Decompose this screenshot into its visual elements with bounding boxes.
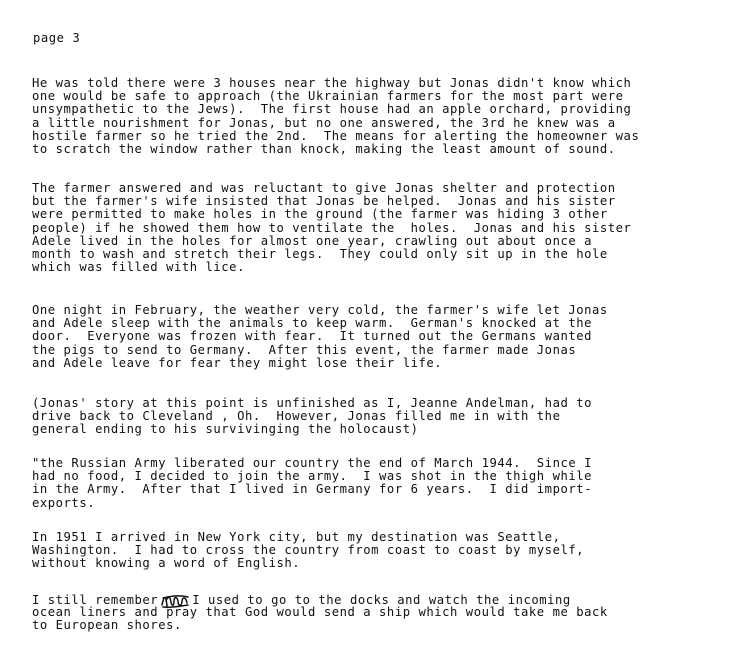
text-line: door. Everyone was frozen with fear. It turned out the Germans wanted [32, 329, 593, 344]
paragraph-1 [32, 77, 732, 156]
text-line: The farmer answered and was reluctant to give Jonas shelter and protection [32, 181, 616, 195]
paragraph-2 [32, 182, 732, 274]
text-line: In 1951 I arrived in New York city, but my destination was Seattle, [32, 530, 561, 544]
text-line: (Jonas' story at this point is unfinished as I, Jeanne Andelman, had to [32, 396, 593, 410]
text-line: Adele lived in the holes for almost one year, crawling out about once a [32, 233, 593, 248]
text-line: hostile farmer so he tried the 2nd. The means for alerting the homeowner was [32, 128, 640, 143]
handwritten-scribble-mark [160, 593, 190, 606]
text-line: which was filled with lice. [32, 260, 245, 275]
text-line: to European shores. [32, 618, 182, 633]
text-line: without knowing a word of English. [32, 556, 301, 571]
text-line: He was told there were 3 houses near the highway but Jonas didn't know which [32, 76, 632, 90]
text-line: drive back to Cleveland , Oh. However, Jonas filled me in with the [32, 409, 561, 424]
text-line: unsympathetic to the Jews). The first house had an apple orchard, providing [32, 102, 632, 117]
text-line: a little nourishment for Jonas, but no one answered, the 3rd he knew was a [32, 115, 616, 130]
text-line: "the Russian Army liberated our country the end of March 1944. Since I [32, 456, 593, 470]
paragraph-6 [32, 531, 732, 571]
text-fragment: I still remember [32, 593, 159, 607]
text-line: and Adele leave for fear they might lose their life. [32, 355, 443, 370]
text-line: One night in February, the weather very cold, the farmer's wife let Jonas [32, 303, 608, 317]
page-number: page 3 [33, 31, 81, 45]
text-line: were permitted to make holes in the ground (the farmer was hiding 3 other [32, 207, 608, 222]
paragraph-5 [32, 457, 732, 510]
text-line: the pigs to send to Germany. After this event, the farmer made Jonas [32, 342, 577, 357]
text-line: in the Army. After that I lived in Germany for 6 years. I did import- [32, 482, 593, 497]
text-line: people) if he showed them how to ventilate the holes. Jonas and his sister [32, 220, 632, 235]
text-line: but the farmer's wife insisted that Jonas be helped. Jonas and his sister [32, 194, 616, 209]
paragraph-7 [32, 593, 732, 633]
text-line: Washington. I had to cross the country from coast to coast by myself, [32, 543, 585, 558]
text-line: general ending to his survivinging the holocaust) [32, 422, 419, 437]
text-line: exports. [32, 495, 96, 510]
text-line: one would be safe to approach (the Ukrainian farmers for the most part were [32, 89, 624, 104]
paragraph-3 [32, 304, 732, 370]
paragraph-4 [32, 397, 732, 437]
text-fragment: I used to go to the docks and watch the incoming [192, 593, 571, 607]
text-line: and Adele sleep with the animals to keep warm. German's knocked at the [32, 316, 593, 331]
text-line: month to wash and stretch their legs. They could only sit up in the hole [32, 246, 608, 261]
text-line: to scratch the window rather than knock, making the least amount of sound. [32, 141, 616, 156]
text-line: had no food, I decided to join the army. I was shot in the thigh while [32, 469, 593, 484]
text-line: ocean liners and pray that God would send a ship which would take me back [32, 605, 608, 620]
